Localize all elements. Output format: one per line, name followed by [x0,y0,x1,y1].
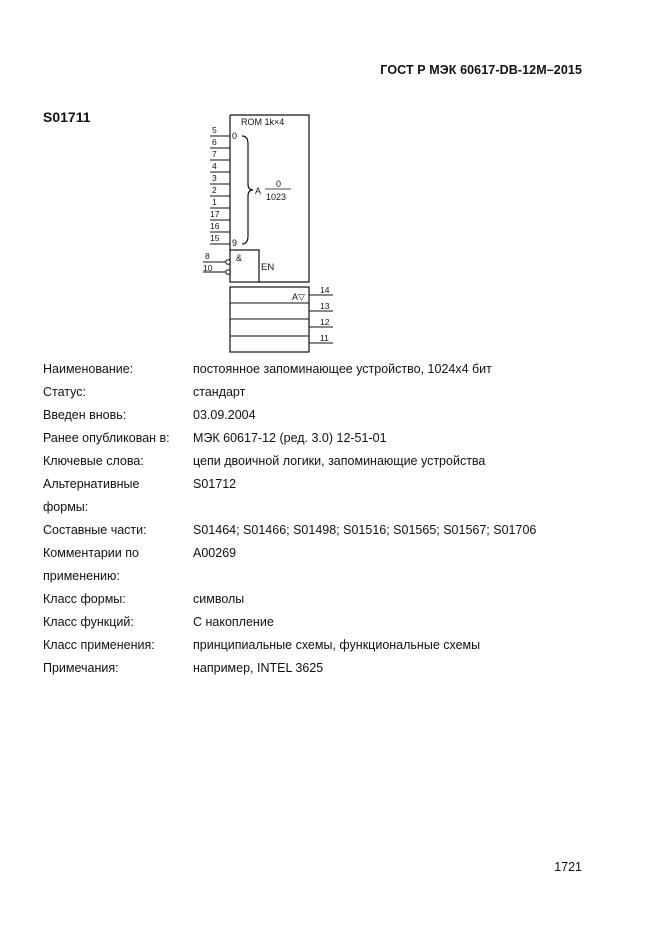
output-marker: A▽ [292,292,305,302]
property-row [43,634,603,657]
property-label: Наименование: [43,362,134,376]
property-label: Комментарии по [43,546,139,560]
property-label: Класс функций: [43,615,134,629]
enable-pin-label: 10 [203,263,213,273]
property-row [43,427,603,450]
document-header: ГОСТ Р МЭК 60617-DB-12M–2015 [380,63,582,77]
property-row [43,588,603,611]
range-numerator: 0 [276,179,282,189]
input-pin-label: 17 [210,209,220,219]
property-row [43,519,603,542]
property-value: МЭК 60617-12 (ред. 3.0) 12-51-01 [193,431,387,445]
property-row [43,611,603,634]
rom-symbol-diagram [195,112,345,354]
inverter-bubble [226,270,231,275]
input-pin-label: 2 [212,185,217,195]
address-label: A [255,186,262,196]
property-value [193,496,603,519]
property-label: Статус: [43,385,86,399]
and-symbol: & [236,253,243,263]
enable-and-block [230,250,259,282]
page-number: 1721 [554,860,582,874]
property-value: цепи двоичной логики, запоминающие устройства [193,454,486,468]
property-label: применению: [43,569,120,583]
property-row [43,565,603,588]
input-pin-label: 3 [212,173,217,183]
address-bottom-label: 9 [232,238,238,248]
property-row [43,404,603,427]
property-row [43,496,603,519]
input-pin-label: 7 [212,149,217,159]
block-label: ROM 1k×4 [241,117,285,127]
property-label: формы: [43,500,89,514]
property-label: Примечания: [43,661,119,675]
property-value: 03.09.2004 [193,408,256,422]
property-row [43,358,603,381]
property-value: например, INTEL 3625 [193,661,324,675]
property-value: A00269 [193,546,237,560]
property-label: Класс применения: [43,638,155,652]
input-pin-label: 4 [212,161,217,171]
address-brace [242,136,253,244]
property-row [43,657,603,680]
property-value: символы [193,592,245,606]
inverter-bubble [226,260,231,265]
property-value: принципиальные схемы, функциональные схемы [193,638,481,652]
symbol-code: S01711 [43,109,91,125]
property-row [43,450,603,473]
address-inputs [210,125,230,244]
property-label: Введен вновь: [43,408,127,422]
property-value [193,565,603,588]
output-pin-label: 12 [320,317,330,327]
property-row [43,381,603,404]
enable-label: EN [261,262,275,273]
property-value: стандарт [193,385,246,399]
property-value: S01464; S01466; S01498; S01516; S01565; S01567; S01706 [193,523,537,537]
property-label: Ключевые слова: [43,454,144,468]
property-label: Класс формы: [43,592,126,606]
input-pin-label: 1 [212,197,217,207]
property-label: Альтернативные [43,477,140,491]
output-pin-label: 11 [320,333,329,343]
input-pin-label: 15 [210,233,220,243]
input-pin-label: 16 [210,221,220,231]
property-value: S01712 [193,477,237,491]
output-pin-label: 14 [320,285,330,295]
property-value: постоянное запоминающее устройство, 1024x4 бит [193,362,492,376]
property-value: С накопление [193,615,274,629]
properties-table [43,358,603,680]
property-row [43,542,603,565]
output-pin-label: 13 [320,301,330,311]
range-denominator: 1023 [266,192,287,202]
property-row [43,473,603,496]
address-top-label: 0 [232,131,238,141]
enable-pin-label: 8 [205,251,210,261]
input-pin-label: 5 [212,125,217,135]
property-label: Составные части: [43,523,147,537]
input-pin-label: 6 [212,137,217,147]
property-label: Ранее опубликован в: [43,431,170,445]
